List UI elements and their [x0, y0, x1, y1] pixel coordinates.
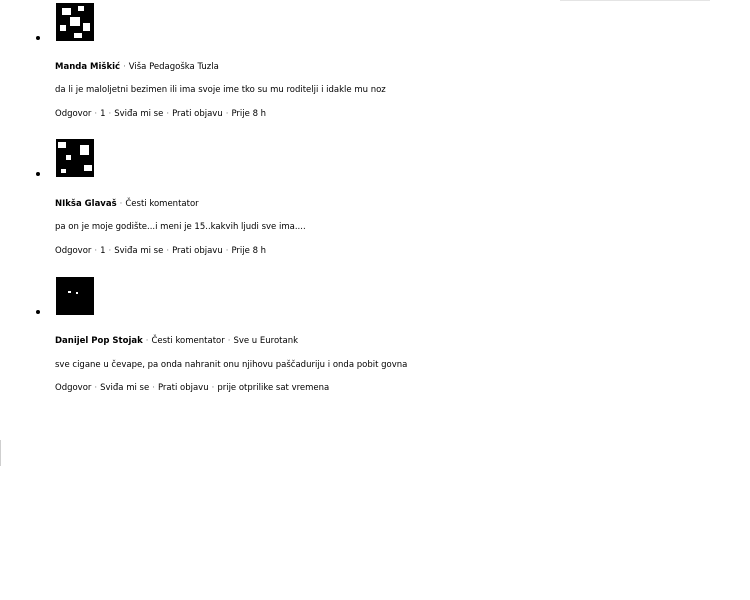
comment-text: da li je maloljetni bezimen ili ima svoje ime tko su mu roditelji i idakle mu noz [55, 85, 386, 95]
follow-button[interactable]: Prati objavu [157, 383, 209, 393]
follow-button[interactable]: Prati objavu [172, 246, 223, 256]
list-bullet [36, 36, 40, 40]
top-divider [560, 0, 710, 1]
separator: · [145, 336, 149, 346]
avatar[interactable] [56, 3, 94, 41]
avatar[interactable] [56, 277, 94, 315]
separator: · [119, 199, 123, 209]
like-button[interactable]: Sviđa mi se [114, 109, 164, 119]
author-affiliation: Viša Pedagoška Tuzla [128, 62, 219, 72]
like-button[interactable]: Sviđa mi se [114, 246, 164, 256]
like-button[interactable]: Sviđa mi se [100, 383, 150, 393]
author-affiliation: Česti komentator [125, 199, 199, 209]
timestamp[interactable]: Prije 8 h [231, 246, 267, 256]
follow-button[interactable]: Prati objavu [172, 109, 223, 119]
author-affiliation-secondary: Sve u Eurotank [233, 336, 299, 346]
comment-text: pa on je moje godište...i meni je 15..kakvih ljudi sve ima.... [55, 222, 306, 232]
reply-button[interactable]: Odgovor [55, 109, 92, 119]
scroll-edge-marker [0, 440, 1, 466]
like-count: 1 [100, 109, 106, 119]
author-name[interactable]: Danijel Pop Stojak [55, 336, 143, 346]
timestamp[interactable]: prije otprilike sat vremena [217, 383, 330, 393]
like-count: 1 [100, 246, 106, 256]
timestamp[interactable]: Prije 8 h [231, 109, 267, 119]
reply-button[interactable]: Odgovor [55, 246, 92, 256]
avatar[interactable] [56, 139, 94, 177]
author-name[interactable]: NIkša Glavaš [55, 199, 117, 209]
author-affiliation: Česti komentator [151, 336, 225, 346]
comment-text: sve cigane u čevape, pa onda nahranit onu njihovu paščaduriju i onda pobit govna [55, 360, 408, 370]
separator: · [227, 336, 231, 346]
author-name[interactable]: Manda Miškić [55, 62, 121, 72]
reply-button[interactable]: Odgovor [55, 383, 92, 393]
list-bullet [36, 172, 40, 176]
list-bullet [36, 310, 40, 314]
separator: · [123, 62, 126, 72]
